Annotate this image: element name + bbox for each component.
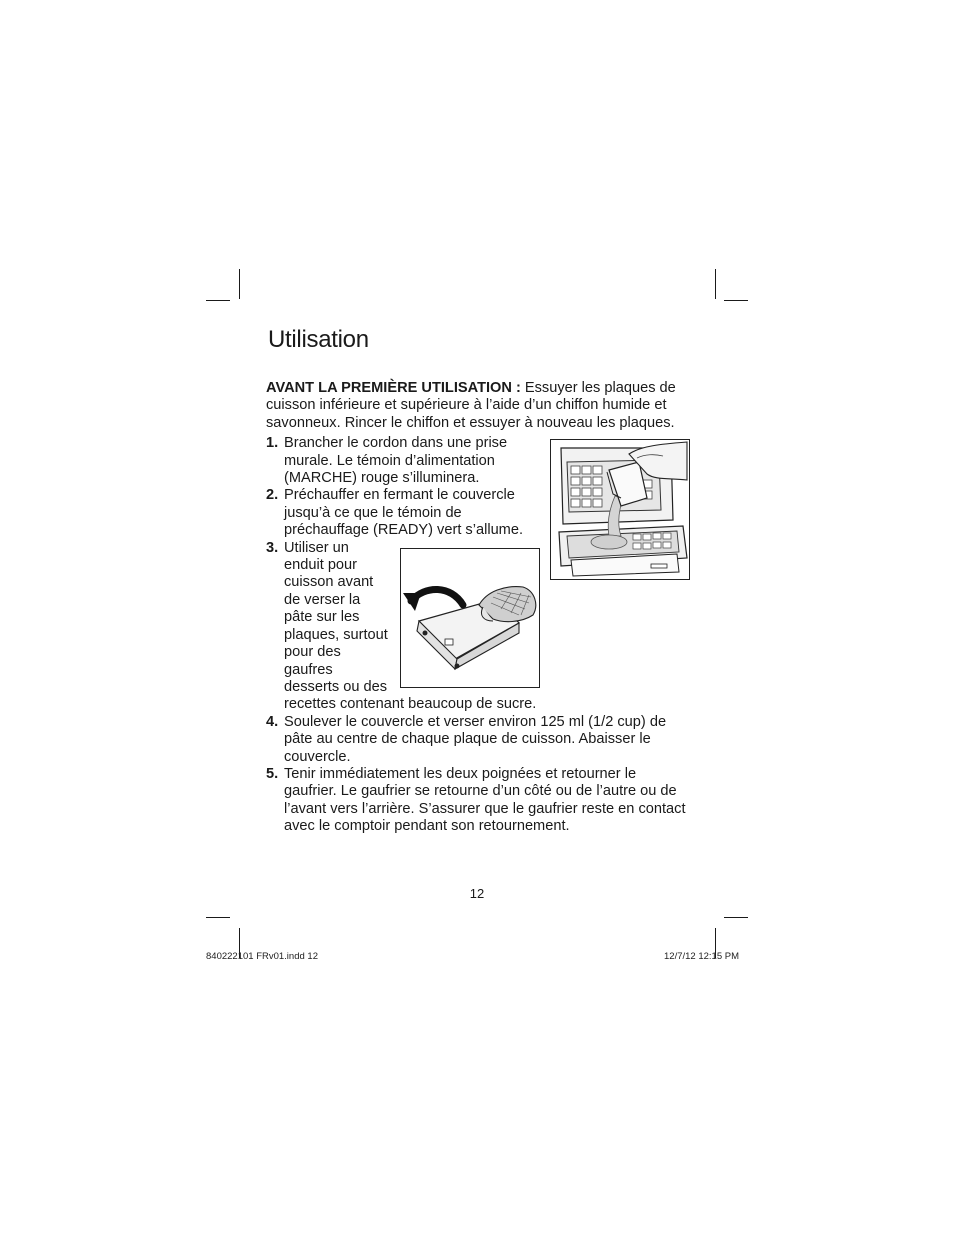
step-text: Préchauffer en fermant le couvercle jusqu’à ce que le témoin de préchauffage (READY) vert s’allume. <box>284 487 524 539</box>
step-text: Tenir immédiatement les deux poignées et retourner le gaufrier. Le gaufrier se retourne d’un côté ou de l’autre ou de l’avant vers l’arrière. S’assurer que le gaufrier reste en contact avec le comptoir pendant son retournement. <box>284 765 686 835</box>
flipping-waffle-maker-illustration <box>400 548 540 688</box>
step-item <box>266 766 690 836</box>
crop-mark <box>206 917 230 918</box>
crop-mark <box>715 269 716 299</box>
step-item <box>266 435 690 487</box>
crop-mark <box>724 917 748 918</box>
steps-list <box>266 435 690 835</box>
page-title: Utilisation <box>268 326 369 353</box>
step-text: Soulever le couvercle et verser environ 125 ml (1/2 cup) de pâte au centre de chaque plaque de cuisson. Abaisser le couvercle. <box>284 713 667 765</box>
step-number: 3. <box>266 539 279 556</box>
intro-lead: AVANT LA PREMIÈRE UTILISATION : <box>266 380 521 396</box>
step-text: Brancher le cordon dans une prise murale. Le témoin d’alimentation (MARCHE) rouge s’illuminera. <box>284 435 508 487</box>
step-item <box>266 540 690 714</box>
intro-text: Essuyer les plaques de cuisson inférieure et supérieure à l’aide d’un chiffon humide et savonneux. Rincer le chiffon et essuyer à nouveau les plaques. <box>266 380 676 431</box>
crop-mark <box>206 300 230 301</box>
step-number: 2. <box>266 487 279 504</box>
step-number: 5. <box>266 765 279 782</box>
step-item <box>266 487 690 539</box>
step-text: Utiliser un enduit pour cuisson avant de verser la pâte sur les plaques, surtout pour des gaufres desserts ou des recettes contenant beaucoup de sucre. <box>284 539 537 713</box>
slug-timestamp: 12/7/12 12:15 PM <box>664 951 739 962</box>
intro-paragraph <box>266 380 690 432</box>
step-number: 1. <box>266 435 279 452</box>
slug-file: 840222101 FRv01.indd 12 <box>206 951 318 962</box>
crop-mark <box>239 269 240 299</box>
instructions-body <box>266 380 690 836</box>
crop-mark <box>724 300 748 301</box>
page-number: 12 <box>469 886 485 901</box>
step-item <box>266 714 690 766</box>
step-number: 4. <box>266 713 279 730</box>
